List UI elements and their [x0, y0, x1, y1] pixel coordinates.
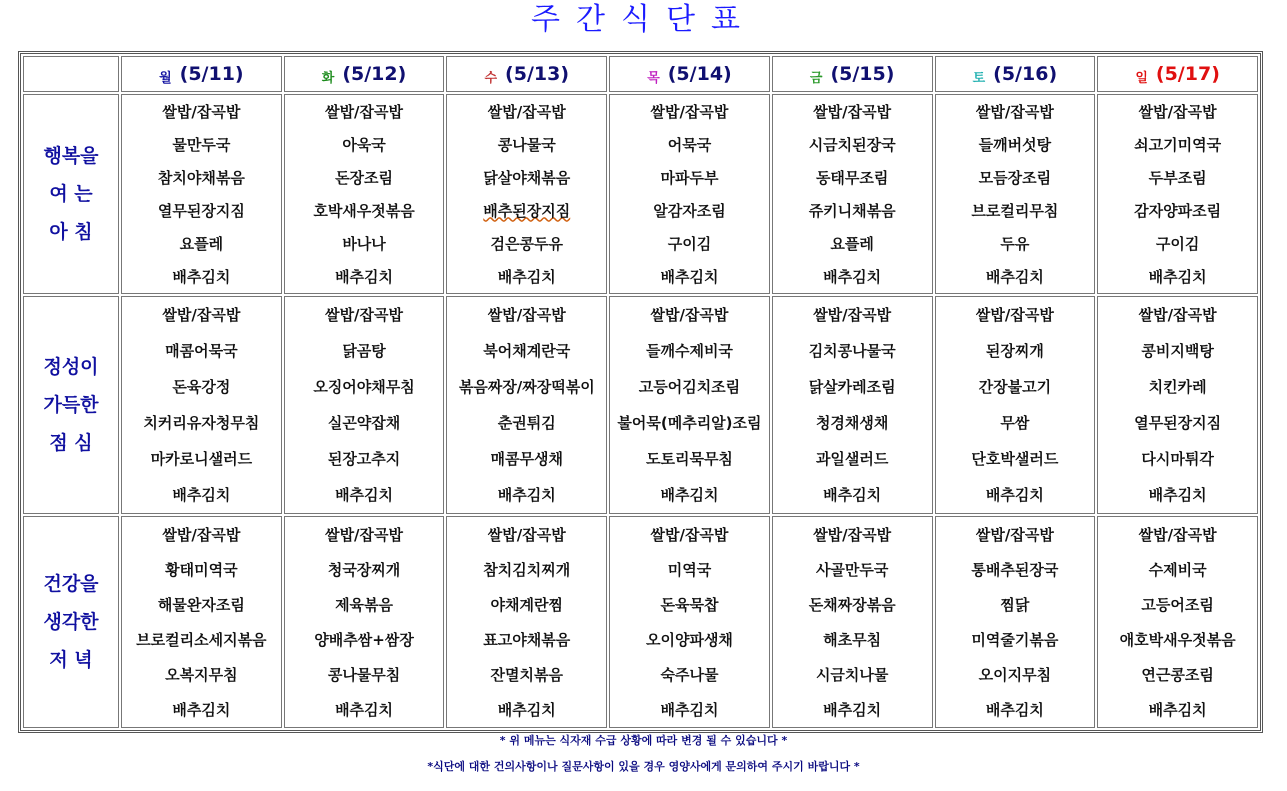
dish-item: 배추김치 — [985, 486, 1044, 504]
meal-label: 행복을 — [43, 145, 99, 167]
dish-item: 양배추쌈+쌈장 — [314, 630, 414, 649]
menu-cell — [772, 296, 933, 514]
dish-item: 된장고추지 — [327, 450, 401, 468]
meal-row — [23, 94, 1258, 294]
dish-item: 쌀밥/잡곡밥 — [975, 306, 1054, 324]
dish-item: 콩나물무침 — [327, 665, 401, 684]
dish-item: 배추김치 — [1148, 267, 1207, 286]
meal-label-cell — [23, 94, 119, 294]
dish-item: 아욱국 — [342, 135, 386, 154]
day-date: (5/15) — [830, 62, 895, 85]
note-line: * 위 메뉴는 식자재 수급 상황에 따라 변경 될 수 있습니다 * — [499, 734, 788, 747]
dish-item: 쌀밥/잡곡밥 — [813, 525, 892, 544]
menu-cell — [935, 94, 1096, 294]
menu-cell — [1097, 94, 1258, 294]
menu-cell — [446, 94, 607, 294]
dish-item: 배추김치 — [823, 700, 882, 719]
dish-item: 시금치나물 — [815, 665, 889, 684]
dish-item: 배추김치 — [985, 700, 1044, 719]
weekly-menu-table — [18, 51, 1263, 733]
dish-item: 참치김치찌개 — [483, 560, 571, 579]
dish-item: 배추된장지짐 — [483, 201, 571, 220]
dish-item: 시금치된장국 — [808, 135, 896, 154]
menu-cell — [935, 516, 1096, 728]
dish-item: 요플레 — [179, 234, 224, 253]
dish-item: 배추김치 — [335, 486, 394, 504]
dish-item: 춘권튀김 — [497, 414, 556, 432]
menu-cell — [121, 516, 282, 728]
dish-item: 닭곰탕 — [342, 342, 386, 360]
dish-item: 해초무침 — [823, 630, 882, 649]
dish-item: 쌀밥/잡곡밥 — [162, 102, 241, 121]
menu-cell — [284, 94, 445, 294]
dish-item: 쇠고기미역국 — [1134, 135, 1222, 154]
dish-item: 치킨카레 — [1148, 378, 1207, 396]
day-header — [284, 56, 445, 92]
menu-cell — [284, 296, 445, 514]
dish-item: 다시마튀각 — [1141, 450, 1214, 468]
dish-item: 어묵국 — [667, 135, 712, 154]
dish-item: 마카로니샐러드 — [150, 450, 253, 468]
menu-cell — [121, 94, 282, 294]
dish-item: 도토리묵무침 — [645, 450, 733, 468]
dish-item: 동태무조림 — [815, 168, 889, 187]
dish-item: 잔멸치볶음 — [490, 665, 563, 684]
dish-item: 청경채생채 — [815, 414, 889, 432]
dish-item: 두부조림 — [1148, 168, 1207, 187]
dish-item: 배추김치 — [335, 700, 394, 719]
dish-item: 돈육묵찹 — [660, 595, 719, 614]
dish-item: 배추김치 — [497, 486, 556, 504]
page-title: 주간식단표 — [531, 2, 756, 37]
dish-item: 배추김치 — [497, 700, 556, 719]
menu-cell — [609, 94, 770, 294]
meal-label-cell — [23, 516, 119, 728]
dish-item: 배추김치 — [985, 267, 1044, 286]
dish-item: 요플레 — [830, 234, 874, 253]
dish-item: 호박새우젓볶음 — [313, 201, 415, 220]
day-header-row — [23, 56, 1258, 92]
dish-item: 열무된장지짐 — [157, 201, 245, 220]
day-icon: 목 — [647, 70, 660, 86]
dish-item: 치커리유자청무침 — [143, 414, 260, 432]
dish-item: 사골만두국 — [815, 560, 889, 579]
menu-cell — [446, 516, 607, 728]
dish-item: 쌀밥/잡곡밥 — [650, 306, 729, 324]
day-date: (5/17) — [1155, 62, 1220, 85]
note-line: *식단에 대한 건의사항이나 질문사항이 있을 경우 영양사에게 문의하여 주시기 바랍니다 * — [427, 760, 860, 773]
dish-item: 모듬장조림 — [978, 168, 1052, 187]
meal-row — [23, 516, 1258, 728]
dish-item: 배추김치 — [1148, 486, 1207, 504]
meal-label: 가득한 — [43, 394, 99, 416]
day-icon: 금 — [809, 70, 823, 86]
dish-item: 쌀밥/잡곡밥 — [487, 306, 566, 324]
meal-label: 정성이 — [43, 356, 99, 378]
dish-item: 쌀밥/잡곡밥 — [1138, 306, 1217, 324]
day-header — [609, 56, 770, 92]
dish-item: 배추김치 — [172, 700, 231, 719]
dish-item: 들깨수제비국 — [645, 342, 733, 360]
dish-item: 돈장조림 — [335, 168, 394, 187]
dish-item: 김치콩나물국 — [808, 342, 896, 360]
menu-cell — [935, 296, 1096, 514]
meal-label: 저 녁 — [49, 649, 93, 671]
dish-item: 고등어김치조림 — [638, 378, 741, 396]
dish-item: 브로컬리소세지볶음 — [136, 630, 267, 649]
day-header — [121, 56, 282, 92]
dish-item: 쌀밥/잡곡밥 — [487, 102, 566, 121]
dish-item: 바나나 — [342, 234, 386, 253]
menu-cell — [1097, 516, 1258, 728]
day-icon: 월 — [159, 70, 172, 86]
dish-item: 구이김 — [667, 234, 712, 253]
dish-item: 수제비국 — [1148, 560, 1207, 579]
dish-item: 구이김 — [1155, 234, 1200, 253]
dish-item: 불어묵(메추리알)조림 — [617, 414, 762, 432]
dish-item: 쌀밥/잡곡밥 — [650, 525, 729, 544]
corner-cell — [23, 56, 119, 92]
meal-label: 건강을 — [43, 573, 99, 595]
dish-item: 매콤어묵국 — [165, 342, 238, 360]
dish-item: 배추김치 — [660, 700, 719, 719]
dish-item: 배추김치 — [172, 267, 231, 286]
meal-label: 여 는 — [49, 183, 93, 205]
day-header — [772, 56, 933, 92]
dish-item: 배추김치 — [660, 267, 719, 286]
dish-item: 야채계란찜 — [490, 595, 563, 614]
dish-item: 해물완자조림 — [157, 595, 245, 614]
dish-item: 과일샐러드 — [815, 450, 889, 468]
dish-item: 브로컬리무침 — [971, 201, 1059, 220]
dish-item: 쌀밥/잡곡밥 — [975, 102, 1054, 121]
dish-item: 단호박샐러드 — [971, 450, 1059, 468]
dish-item: 된장찌개 — [985, 342, 1044, 360]
menu-cell — [772, 94, 933, 294]
day-header — [446, 56, 607, 92]
dish-item: 매콤무생채 — [490, 450, 563, 468]
menu-cell — [609, 516, 770, 728]
day-icon: 화 — [321, 70, 335, 86]
dish-item: 검은콩두유 — [490, 234, 563, 253]
dish-item: 배추김치 — [497, 267, 556, 286]
dish-item: 쌀밥/잡곡밥 — [813, 306, 892, 324]
menu-cell — [284, 516, 445, 728]
menu-cell — [121, 296, 282, 514]
dish-item: 간장불고기 — [978, 378, 1052, 396]
dish-item: 배추김치 — [823, 486, 882, 504]
dish-item: 쌀밥/잡곡밥 — [650, 102, 729, 121]
dish-item: 쌀밥/잡곡밥 — [325, 525, 404, 544]
day-date: (5/16) — [993, 62, 1058, 85]
day-icon: 수 — [484, 70, 498, 86]
dish-item: 열무된장지짐 — [1134, 414, 1222, 432]
dish-item: 황태미역국 — [165, 560, 238, 579]
dish-item: 숙주나물 — [660, 665, 719, 684]
dish-item: 제육볶음 — [335, 595, 394, 614]
menu-cell — [772, 516, 933, 728]
dish-item: 쌀밥/잡곡밥 — [325, 306, 404, 324]
dish-item: 물만두국 — [172, 135, 231, 154]
dish-item: 들깨버섯탕 — [978, 135, 1052, 154]
dish-item: 청국장찌개 — [327, 560, 401, 579]
dish-item: 애호박새우젓볶음 — [1119, 630, 1236, 649]
dish-item: 참치야채볶음 — [157, 168, 245, 187]
dish-item: 돈육강정 — [172, 378, 231, 396]
dish-item: 미역국 — [667, 560, 712, 579]
meal-label-cell — [23, 296, 119, 514]
dish-item: 쌀밥/잡곡밥 — [975, 525, 1054, 544]
dish-item: 두유 — [1000, 234, 1030, 253]
dish-item: 통배추된장국 — [971, 560, 1059, 579]
dish-item: 쌀밥/잡곡밥 — [487, 525, 566, 544]
dish-item: 배추김치 — [660, 486, 719, 504]
dish-item: 실곤약잡채 — [327, 414, 401, 432]
dish-item: 고등어조림 — [1141, 595, 1214, 614]
dish-item: 배추김치 — [1148, 700, 1207, 719]
dish-item: 무쌈 — [1000, 414, 1030, 432]
menu-cell — [609, 296, 770, 514]
day-date: (5/13) — [505, 62, 570, 85]
dish-item: 오복지무침 — [165, 665, 238, 684]
notes — [0, 734, 1287, 786]
dish-item: 쌀밥/잡곡밥 — [1138, 525, 1217, 544]
dish-item: 배추김치 — [823, 267, 882, 286]
dish-item: 미역줄기볶음 — [971, 630, 1059, 649]
dish-item: 쌀밥/잡곡밥 — [325, 102, 404, 121]
day-icon: 토 — [972, 70, 986, 86]
dish-item: 마파두부 — [660, 168, 719, 187]
day-date: (5/11) — [179, 62, 244, 85]
dish-item: 오징어야채무침 — [313, 378, 415, 396]
day-header — [935, 56, 1096, 92]
dish-item: 쌀밥/잡곡밥 — [162, 306, 241, 324]
dish-item: 표고야채볶음 — [483, 630, 571, 649]
dish-item: 쌀밥/잡곡밥 — [813, 102, 892, 121]
dish-item: 돈채짜장볶음 — [808, 595, 896, 614]
dish-item: 오이지무침 — [978, 665, 1052, 684]
dish-item: 찜닭 — [1000, 595, 1030, 614]
dish-item: 쌀밥/잡곡밥 — [1138, 102, 1217, 121]
dish-item: 배추김치 — [172, 486, 231, 504]
dish-item: 배추김치 — [335, 267, 394, 286]
dish-item: 북어채계란국 — [483, 342, 571, 360]
dish-item: 감자양파조림 — [1134, 201, 1222, 220]
meal-label: 점 심 — [49, 432, 93, 454]
dish-item: 콩나물국 — [497, 135, 556, 154]
meal-label: 생각한 — [43, 611, 99, 633]
day-date: (5/12) — [342, 62, 407, 85]
dish-item: 닭살야채볶음 — [483, 168, 571, 187]
meal-label: 아 침 — [49, 221, 93, 243]
dish-item: 닭살카레조림 — [808, 378, 896, 396]
day-header — [1097, 56, 1258, 92]
dish-item: 콩비지백탕 — [1141, 342, 1214, 360]
dish-item: 오이양파생채 — [645, 630, 733, 649]
menu-cell — [1097, 296, 1258, 514]
dish-item: 쌀밥/잡곡밥 — [162, 525, 241, 544]
meal-row — [23, 296, 1258, 514]
dish-item: 연근콩조림 — [1141, 665, 1214, 684]
day-date: (5/14) — [667, 62, 732, 85]
dish-item: 쥬키니채볶음 — [808, 201, 896, 220]
day-icon: 일 — [1135, 70, 1148, 86]
menu-cell — [446, 296, 607, 514]
dish-item: 알감자조림 — [653, 201, 726, 220]
dish-item: 볶음짜장/짜장떡볶이 — [458, 378, 595, 396]
